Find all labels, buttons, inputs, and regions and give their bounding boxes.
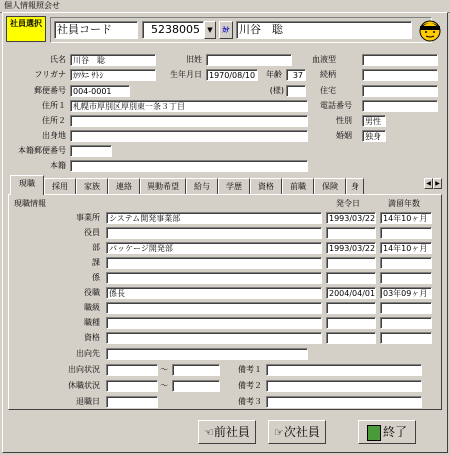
chevron-left-icon: ◀ bbox=[426, 180, 431, 187]
job-row-value[interactable]: パッケージ開発部 bbox=[106, 242, 322, 254]
furigana-label: フリガナ bbox=[34, 70, 66, 79]
tab-2[interactable]: 家族 bbox=[76, 178, 108, 194]
job-row-years bbox=[380, 227, 432, 239]
note2-label: 備考２ bbox=[238, 381, 262, 390]
employee-code-input[interactable]: 5238005 bbox=[142, 21, 204, 39]
code-dropdown-button[interactable] bbox=[204, 21, 216, 39]
blood-type-field[interactable] bbox=[362, 54, 438, 66]
chevron-down-icon: ▼ bbox=[207, 26, 213, 34]
job-row-value[interactable] bbox=[106, 332, 322, 344]
job-row-years: 03年09ヶ月 bbox=[380, 287, 432, 299]
avatar-icon bbox=[418, 18, 442, 42]
residence-field[interactable] bbox=[362, 85, 438, 97]
tilde-2: ～ bbox=[160, 381, 168, 390]
job-row-value[interactable] bbox=[106, 302, 322, 314]
honseki-zip-field[interactable] bbox=[70, 145, 112, 157]
retire-date-field[interactable] bbox=[106, 396, 158, 408]
relation-label: 続柄 bbox=[320, 70, 336, 79]
birth-date-label: 生年月日 bbox=[170, 70, 202, 79]
leave-status-label: 休職状況 bbox=[68, 381, 100, 390]
job-row-label: 職級 bbox=[84, 303, 100, 312]
dispatch-status-label: 出向状況 bbox=[68, 365, 100, 374]
tel-field[interactable] bbox=[362, 100, 438, 112]
retire-date-label: 退職日 bbox=[76, 397, 100, 406]
name-label: 氏名 bbox=[50, 55, 66, 64]
age-label: 年齢 bbox=[266, 70, 282, 79]
phone-sama-field[interactable] bbox=[286, 85, 306, 97]
phone-sama-label: (様) bbox=[269, 86, 284, 95]
tab-9[interactable]: 保険 bbox=[314, 178, 346, 194]
tab-8[interactable]: 前職 bbox=[282, 178, 314, 194]
dispatch-label: 出向先 bbox=[76, 349, 100, 358]
honseki-zip-label: 本籍郵便番号 bbox=[18, 146, 66, 155]
job-row-date bbox=[326, 302, 376, 314]
address1-label: 住所１ bbox=[42, 101, 66, 110]
hand-right-icon: ☞ bbox=[274, 426, 284, 439]
hand-left-icon: ☜ bbox=[204, 426, 214, 439]
job-row-years bbox=[380, 302, 432, 314]
address2-label: 住所２ bbox=[42, 116, 66, 125]
job-row-years bbox=[380, 272, 432, 284]
job-row-date bbox=[326, 332, 376, 344]
dispatch-field[interactable] bbox=[106, 348, 308, 360]
origin-field[interactable] bbox=[70, 130, 308, 142]
exit-label: 終了 bbox=[382, 425, 407, 439]
job-row-value[interactable] bbox=[106, 227, 322, 239]
exit-button[interactable] bbox=[358, 420, 416, 444]
furigana-field[interactable]: ｶﾜﾀﾆ ｻﾄｼ bbox=[70, 69, 156, 81]
job-row-value[interactable]: 係長 bbox=[106, 287, 322, 299]
job-row-date: 2004/04/01 bbox=[326, 287, 376, 299]
door-exit-icon bbox=[367, 425, 381, 441]
birth-date-field[interactable]: 1970/08/10 bbox=[206, 69, 258, 81]
zip-label: 郵便番号 bbox=[34, 86, 66, 95]
job-row-years: 14年10ヶ月 bbox=[380, 242, 432, 254]
note2-field[interactable] bbox=[266, 380, 422, 392]
job-row-years bbox=[380, 317, 432, 329]
window-title: 個人情報照会せ bbox=[4, 1, 60, 10]
honseki-field[interactable] bbox=[70, 160, 308, 172]
chevron-right-icon: ▶ bbox=[435, 180, 440, 187]
job-row-value[interactable] bbox=[106, 272, 322, 284]
employee-name-display: 川谷 聡 bbox=[236, 21, 412, 39]
job-row-date bbox=[326, 257, 376, 269]
job-row-value[interactable]: システム開発事業部 bbox=[106, 212, 322, 224]
tab-7[interactable]: 資格 bbox=[250, 178, 282, 194]
tab-6[interactable]: 学歴 bbox=[218, 178, 250, 194]
address2-field[interactable] bbox=[70, 115, 308, 127]
job-row-label: 役職 bbox=[84, 288, 100, 297]
job-row-years: 14年10ヶ月 bbox=[380, 212, 432, 224]
job-row-date: 1993/03/22 bbox=[326, 242, 376, 254]
kana-search-button[interactable]: ｶﾅ bbox=[219, 21, 233, 39]
tab-scroll-right-button[interactable] bbox=[433, 178, 442, 189]
marital-label: 婚姻 bbox=[336, 131, 352, 140]
job-row-value[interactable] bbox=[106, 317, 322, 329]
job-row-years bbox=[380, 332, 432, 344]
tab-4[interactable]: 異動希望 bbox=[140, 178, 186, 194]
section-title: 現職情報 bbox=[14, 199, 46, 208]
column-date-header: 発令日 bbox=[336, 199, 360, 208]
zip-field[interactable]: 004-0001 bbox=[70, 85, 130, 97]
note3-label: 備考３ bbox=[238, 397, 262, 406]
leave-end-field[interactable] bbox=[172, 380, 220, 392]
note3-field[interactable] bbox=[266, 396, 422, 408]
name-field[interactable]: 川谷 聡 bbox=[70, 54, 156, 66]
tab-3[interactable]: 連絡 bbox=[108, 178, 140, 194]
job-row-years bbox=[380, 257, 432, 269]
address1-field[interactable]: 札幌市厚別区厚別東一条３丁目 bbox=[70, 100, 308, 112]
old-name-field[interactable] bbox=[206, 54, 292, 66]
tab-10[interactable]: 身 bbox=[346, 178, 364, 194]
employee-select-button[interactable]: 社員選択 bbox=[6, 16, 46, 42]
column-years-header: 満留年数 bbox=[388, 199, 420, 208]
job-row-label: 係 bbox=[92, 273, 100, 282]
job-row-date bbox=[326, 272, 376, 284]
employee-code-label: 社員コード bbox=[54, 21, 138, 39]
blood-type-label: 血液型 bbox=[312, 55, 336, 64]
relation-field[interactable] bbox=[362, 69, 438, 81]
tab-scroll-left-button[interactable] bbox=[424, 178, 433, 189]
prev-employee-button[interactable] bbox=[198, 420, 256, 444]
job-row-label: 課 bbox=[92, 258, 100, 267]
age-field: 37 bbox=[286, 69, 306, 81]
prev-employee-label: 前社員 bbox=[213, 425, 250, 439]
job-row-date bbox=[326, 227, 376, 239]
note1-field[interactable] bbox=[266, 364, 422, 376]
next-employee-label: 次社員 bbox=[283, 425, 320, 439]
job-row-date: 1993/03/22 bbox=[326, 212, 376, 224]
job-row-label: 職種 bbox=[84, 318, 100, 327]
job-row-label: 事業所 bbox=[76, 213, 100, 222]
tab-0[interactable]: 現職 bbox=[10, 175, 44, 195]
job-row-label: 部 bbox=[92, 243, 100, 252]
job-row-label: 資格 bbox=[84, 333, 100, 342]
tel-label: 電話番号 bbox=[320, 101, 352, 110]
gender-field: 男性 bbox=[362, 115, 386, 127]
note1-label: 備考１ bbox=[238, 365, 262, 374]
honseki-label: 本籍 bbox=[50, 161, 66, 170]
tab-1[interactable]: 採用 bbox=[44, 178, 76, 194]
job-row-label: 役員 bbox=[84, 228, 100, 237]
old-name-label: 旧姓 bbox=[186, 55, 202, 64]
job-row-value[interactable] bbox=[106, 257, 322, 269]
next-employee-button[interactable] bbox=[268, 420, 326, 444]
gender-label: 性別 bbox=[336, 116, 352, 125]
job-row-date bbox=[326, 317, 376, 329]
origin-label: 出身地 bbox=[42, 131, 66, 140]
dispatch-start-field[interactable] bbox=[106, 364, 158, 376]
residence-label: 住宅 bbox=[320, 86, 336, 95]
tab-5[interactable]: 給与 bbox=[186, 178, 218, 194]
dispatch-end-field[interactable] bbox=[172, 364, 220, 376]
marital-field: 独身 bbox=[362, 130, 386, 142]
tilde-1: ～ bbox=[160, 365, 168, 374]
leave-start-field[interactable] bbox=[106, 380, 158, 392]
